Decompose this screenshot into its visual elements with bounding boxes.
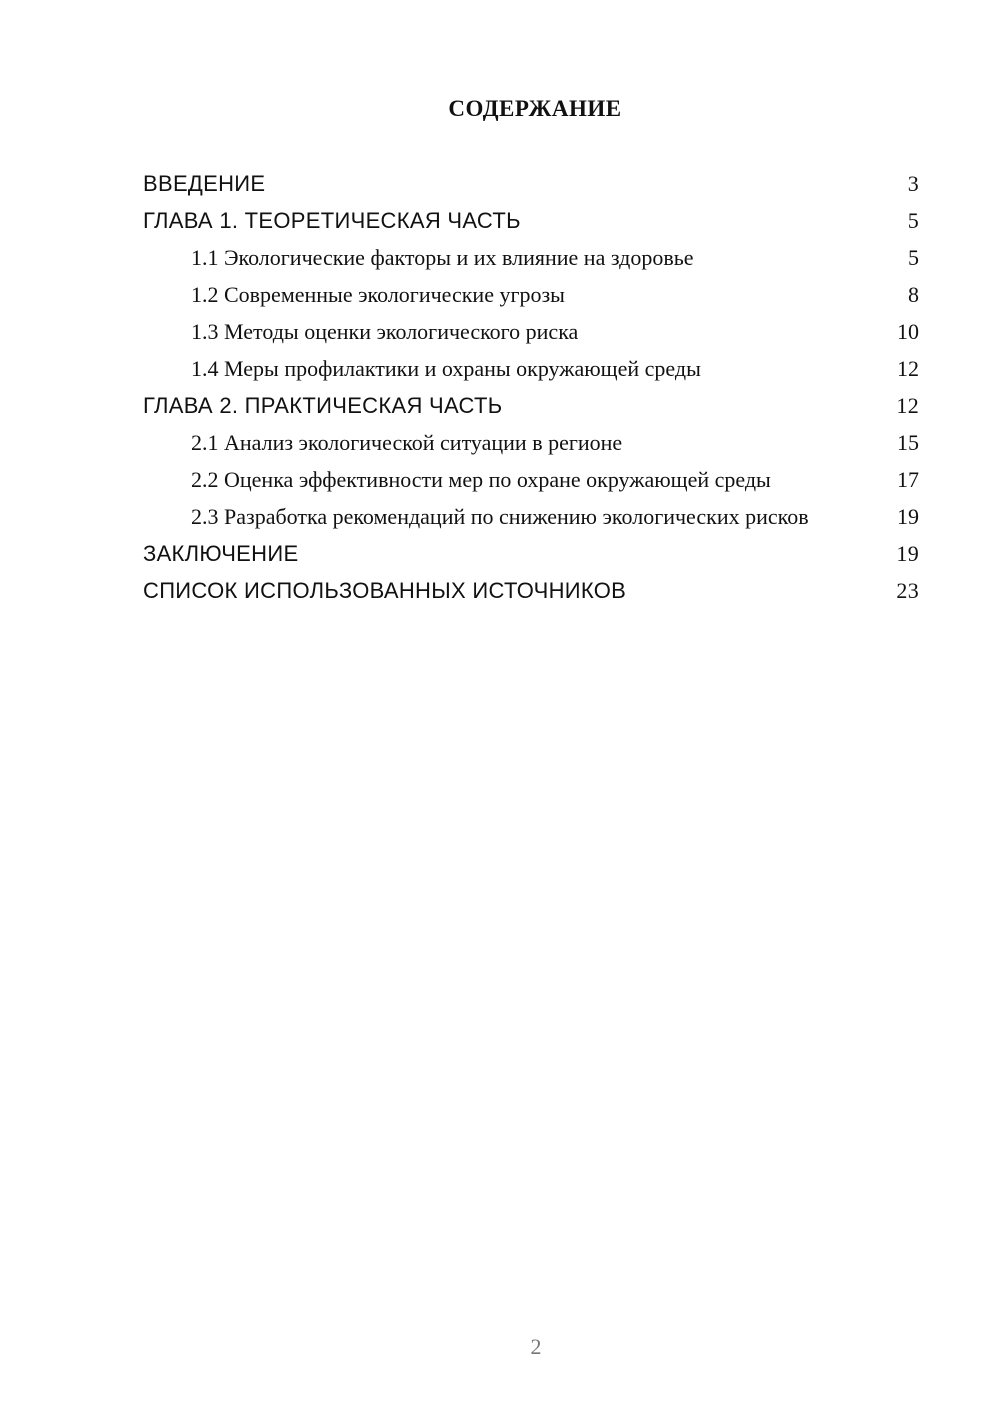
toc-entry-section-1-1 xyxy=(143,244,919,271)
toc-entry-section-1-4 xyxy=(143,355,919,382)
toc-entry-page: 19 xyxy=(896,541,919,566)
toc-entry-conclusion xyxy=(143,540,919,567)
toc-entry-page: 15 xyxy=(897,430,919,455)
toc-entry-references xyxy=(143,577,919,604)
toc-entry-page: 3 xyxy=(907,171,919,196)
toc-entry-page: 10 xyxy=(897,319,919,344)
toc-entry-page: 5 xyxy=(907,208,919,233)
toc-entry-label: СПИСОК ИСПОЛЬЗОВАННЫХ ИСТОЧНИКОВ xyxy=(143,578,627,603)
toc-entry-section-2-1 xyxy=(143,429,919,456)
toc-entry-chapter-1 xyxy=(143,207,919,234)
toc-entry-page: 12 xyxy=(897,356,919,381)
toc-entry-section-1-2 xyxy=(143,281,919,308)
page-title: СОДЕРЖАНИЕ xyxy=(448,96,622,121)
table-of-contents xyxy=(143,170,919,614)
toc-entry-page: 19 xyxy=(897,504,919,529)
toc-entry-label: ЗАКЛЮЧЕНИЕ xyxy=(143,541,299,566)
toc-entry-label: 2.2 Оценка эффективности мер по охране окружающей среды xyxy=(191,467,771,492)
toc-entry-section-1-3 xyxy=(143,318,919,345)
toc-entry-introduction xyxy=(143,170,919,197)
toc-entry-page: 23 xyxy=(896,578,919,603)
toc-entry-label: 1.1 Экологические факторы и их влияние на здоровье xyxy=(191,245,694,270)
toc-entry-label: 1.4 Меры профилактики и охраны окружающей среды xyxy=(191,356,701,381)
toc-entry-label: ГЛАВА 2. ПРАКТИЧЕСКАЯ ЧАСТЬ xyxy=(143,393,503,418)
toc-entry-label: ВВЕДЕНИЕ xyxy=(143,171,266,196)
toc-entry-page: 12 xyxy=(896,393,919,418)
toc-entry-page: 5 xyxy=(908,245,919,270)
page-number: 2 xyxy=(530,1334,542,1359)
toc-entry-chapter-2 xyxy=(143,392,919,419)
toc-entry-label: 2.1 Анализ экологической ситуации в регионе xyxy=(191,430,623,455)
toc-entry-label: 2.3 Разработка рекомендаций по снижению экологических рисков xyxy=(191,504,809,529)
toc-entry-label: 1.2 Современные экологические угрозы xyxy=(191,282,565,307)
toc-entry-page: 8 xyxy=(908,282,919,307)
toc-entry-label: ГЛАВА 1. ТЕОРЕТИЧЕСКАЯ ЧАСТЬ xyxy=(143,208,521,233)
toc-entry-label: 1.3 Методы оценки экологического риска xyxy=(191,319,579,344)
toc-entry-section-2-2 xyxy=(143,466,919,493)
toc-entry-page: 17 xyxy=(897,467,919,492)
toc-entry-section-2-3 xyxy=(143,503,919,530)
